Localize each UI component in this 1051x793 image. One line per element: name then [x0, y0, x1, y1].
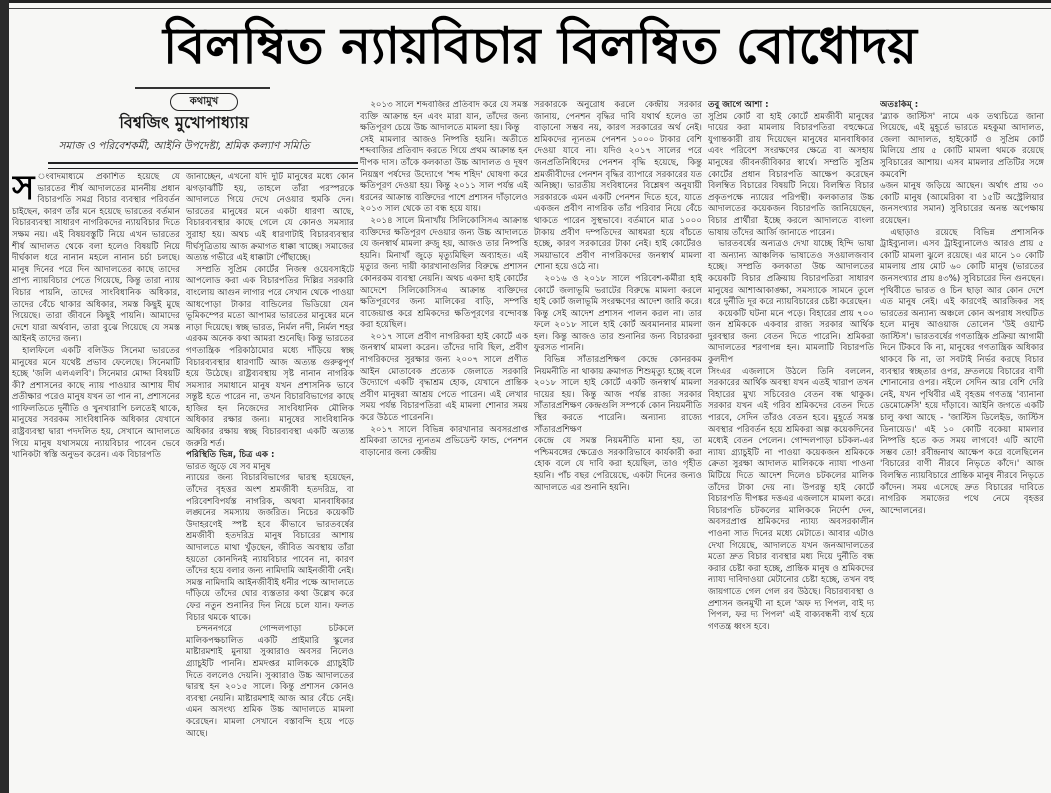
article-paragraph: ভারত জুড়ে যে সব মানুষ: [186, 461, 271, 472]
author-designation: সমাজ ও পরিবেশকর্মী, আইনি উপদেষ্টা, শ্রমিক কল্যাণ সমিতি: [58, 140, 310, 152]
article-column-2: [186, 172, 354, 791]
byline-double-rule: [48, 162, 358, 169]
article-paragraph: সরকারকে অনুরোধ করলে কেন্দ্রীয় সরকার জানায়, পেনশন বৃদ্ধির দাবি যথার্থ হলেও তা বাড়ানো সম্ভব নয়, কারণ সরকারের অর্থ নেই। শ্রমিকদের ন্যূনতম পেনশন ১০০০ টাকার বেশি দেওয়া যাবে না। যদিও ২০১৭ সালের পরে জনপ্রতিনিধিদের পেনশন বৃদ্ধি হয়েছে, কিন্তু শ্রমজীবীদের পেনশন বৃদ্ধির ব্যাপারে সরকারের যত অনিচ্ছা। ভারতীয় সংবিধানের বিশ্লেষণ অনুযায়ী সরকারকে এমন একটি পেনশন দিতে হবে, যাতে একজন প্রবীণ নাগরিক তাঁর পরিবার নিয়ে বেঁচে থাকতে পারেন সুস্থভাবে। বর্তমানে মাত্র ১০০০ টাকায় প্রবীণ দম্পতিদের আধমরা হয়ে বাঁচতে হচ্ছে, কারণ সরকারের টাকা নেই। হাই কোর্টেরও সময়াভাবে প্রবীণ নাগরিকদের জনস্বার্থ মামলা শোনা হয়ে ওঠে না।: [534, 100, 702, 273]
article-paragraph: বিভিন্ন সাঁতারপ্রশিক্ষণ কেন্দ্রে কোনরকম নিয়মনীতি না থাকায় ক্রমাগত শিশুমৃত্যু হচ্ছে বলে ২০১৮ সালে হাই কোর্টে একটি জনস্বার্থ মামলা দায়ের হয়। কিন্তু আজ পর্যন্ত রাজ্য সরকার সাঁতারপ্রশিক্ষণ কেন্দ্রগুলি সম্পর্কে কোন নিয়মনীতি স্থির করতে পারেনি। অন্যান্য রাজ্যে সাঁতারপ্রশিক্ষণ: [534, 355, 702, 435]
byline-top-rule: [135, 87, 270, 89]
section-subhead: পরিস্থিতি ভিন্ন, চিত্র এক :: [186, 450, 275, 461]
article-paragraph: জানাচ্ছেন, এখনো যদি দুটি মানুষের মধ্যে কোন ঝগড়াঝাঁটি হয়, তাহলে তাঁরা পরস্পরকে আদালতে গিয়ে দেখে নেওয়ার হুমকি দেন। ভারতের মানুষের মনে একটা ধারণা আছে, বিচারব্যবস্থার কাছে গেলে যে কোনও সমস্যার সুরাহা হয়। অথচ এই ধারণাটাই বিচারব্যবস্থার দীর্ঘসূত্রিতায় আজ ক্রমাগত ধাক্কা খাচ্ছে। সমাজের অত্যন্ত গভীরে এই ধাক্কাটা পৌঁছাচ্ছে।: [186, 172, 354, 264]
page-edge-bar: [0, 0, 9, 793]
article-paragraph: হালফিলে একটি বলিউড সিনেমা ভারতের মানুষের মনে যথেষ্ট প্রভাব ফেলেছে। সিনেমাটি হচ্ছে 'জলি এলএলবি'। সিনেমার মোদ্দা বিষয়টি কী? প্রশাসনের কাছে ন্যায় পাওয়ার আশায় দীর্ঘ প্রতীক্ষার পরেও মানুষ যখন তা পান না, প্রশাসনের গাফিলতিতে দুর্নীতি ও খুনখারাপি চলতেই থাকে, মানুষের সবরকম সাংবিধানিক অধিকার যেখানে রাষ্ট্রব্যবস্থা দ্বারা পদদলিত হয়, সেখানে আদালতে গিয়ে মানুষ যথাসময়ে ন্যায়বিচার পাবেন ভেবে খানিকটা স্বস্তি অনুভব করেন। এক বিচারপতি: [12, 345, 180, 461]
drop-cap: স: [12, 172, 35, 208]
article-column-3: [360, 100, 528, 791]
article-paragraph: 'ব্ল্যাক জাস্টিস' নামে এক তথ্যচিত্রে জানা গিয়েছে, এই মুহূর্তে ভারতে মহকুমা আদালত, জেলা আদালত, হাইকোর্ট ও সুপ্রিম কোর্ট মিলিয়ে প্রায় ৫ কোটি মামলা থমকে রয়েছে সুবিচারের আশায়। এসব মামলার প্রতিটির সঙ্গে কমবেশি: [880, 111, 1044, 180]
article-column-6: [880, 100, 1044, 791]
headline: বিলম্বিত ন্যায়বিচার বিলম্বিত বোধোদয়: [163, 16, 917, 75]
article-paragraph: ২০১৪ সালে মিনাখাঁয় সিলিকোসিসএ আক্রান্ত ব্যক্তিদের ক্ষতিপূরণ দেওয়ার জন্য উচ্চ আদালতে যে জনস্বার্থ মামলা রুজু হয়, আজও তার নিষ্পত্তি হয়নি। মিনাখাঁ জুড়ে মৃত্যুমিছিল অব্যাহত। এই মৃত্যুর জন্য দায়ী কারখানাগুলির বিরুদ্ধে প্রশাসন কোনরকম ব্যবস্থা নেয়নি। অথচ একদা হাই কোর্টের আদেশে সিলিকোসিসএ আক্রান্ত ব্যক্তিদের ক্ষতিপূরণের জন্য মালিকের বাড়ি, সম্পত্তি বাজেয়াপ্ত করে শ্রমিকদের ক্ষতিপূরণের বন্দোবস্ত করা হয়েছিল।: [360, 215, 528, 331]
article-paragraph: ৬জন মানুষ জড়িয়ে আছেন। অর্থাৎ প্রায় ৩০ কোটি মানুষ (আমেরিকা বা ১৫টি অস্ট্রেলিয়ার জনসংখ্যার সমান) সুবিচারের অনন্ত অপেক্ষায় রয়েছেন।: [880, 181, 1044, 226]
author-name: বিশ্বজিৎ মুখোপাধ্যায়: [119, 113, 249, 132]
article-paragraph: সুপ্রিম কোর্ট বা হাই কোর্টে শ্রমজীবী মানুষের দায়ের করা মামলায় বিচারপতিরা বহুক্ষেত্রে যুগান্তকারী রায় দিয়েছেন মানুষের মানবাধিকার এবং পরিবেশ সংরক্ষণের ক্ষেত্রে বা অসহায় মানুষের জীবনজীবিকার স্বার্থে। সম্প্রতি সুপ্রিম কোর্টের প্রধান বিচারপতি আক্ষেপ করেছেন বিলম্বিত বিচারের বিষয়টি নিয়ে। বিলম্বিত বিচার প্রকৃতপক্ষে ন্যায়ের পরিপন্থী। কলকাতার উচ্চ আদালতের কয়েকজন বিচারপতি জানিয়েছেন, বিচার প্রার্থীরা ইচ্ছে করলে আদালতে বাংলা ভাষায় তাঁদের আর্জি জানাতে পারেন।: [708, 111, 874, 238]
article-column-4: [534, 100, 702, 791]
article-column-5: [708, 100, 874, 791]
article-paragraph: সেই মামলার আজও নিষ্পত্তি হয়নি। অতীতে শব্দবাজির প্রতিবাদ করতে গিয়ে প্রথম আক্রান্ত হন দীপক দাস। তাঁকে কলকাতা উচ্চ আদালত ও দূষণ নিয়ন্ত্রণ পর্ষদের উদ্যোগে 'শব্দ শহিদ' ঘোষণা করে ক্ষতিপূরণ দেওয়া হয়। কিন্তু ২০১১ সাল পর্যন্ত এই ধরনের আক্রান্ত ব্যক্তিদের পাশে প্রশাসন দাঁড়ালেও ২০১৩ সাল থেকে তা বন্ধ হয়ে যায়।: [360, 134, 528, 215]
article-paragraph: এছাড়াও রয়েছে বিভিন্ন প্রশাসনিক ট্রাইব্যুনাল। এসব ট্রাইব্যুনালেও আরও প্রায় ৫ কোটি মামলা ঝুলে রয়েছে। এর মানে ১০ কোটি মামলায় প্রায় মোট ৬০ কোটি মানুষ (ভারতের জনসংখ্যার প্রায় ৪৩%) সুবিচারের দিন গুনছেন। পৃথিবীতে ভারত ও চিন ছাড়া আর কোন দেশে এত মানুষ নেই। এই কারণেই আরজিকর সহ ভারতের অন্যান্য অঞ্চলে কোন অপরাধ সংঘটিত হলে মানুষ আওয়াজ তোলেন 'উই ওয়ান্ট জাস্টিস'। ভারতবর্ষের গণতান্ত্রিক প্রক্রিয়া আগামী দিনে টিকবে কি না, মানুষের গণতান্ত্রিক অধিকার থাকবে কি না, তা সবটাই নির্ভর করছে বিচার ব্যবস্থার স্বচ্ছতার ওপর, দ্রুতলয়ে বিচারের বাণী শোনানোর ওপর। নইলে সেদিন আর বেশি দেরি নেই, যখন পৃথিবীর এই বৃহত্তম গণতন্ত্র 'ব্যানানা ডেমোক্রেসি' হয়ে দাঁড়াবে। আইনি জগতে একটি চালু কথা আছে - 'জাস্টিস ডিলেইড, জাস্টিস ডিনায়েড।' এই ১০ কোটি বকেয়া মামলার নিষ্পত্তি হতে কত সময় লাগবে! এটি আদৌ সম্ভব তো! রবীন্দ্রনাথ আক্ষেপ করে বলেছিলেন 'বিচারের বাণী নীরবে নিভৃতে কাঁদে।' আজ বিলম্বিত ন্যায়বিচারে প্রান্তিক মানুষ নীরবে নিভৃতে কাঁদেন। সময় এসেছে দ্রুত বিচারের দাবিতে নাগরিক সমাজের পথে নেমে বৃহত্তর আন্দোলনের।: [880, 227, 1044, 516]
article-paragraph: ন্যায়ের জন্য বিচারবিভাগের দ্বারস্থ হয়েছেন, তাঁদের বৃহত্তর অংশ শ্রমজীবী হতদরিদ্র, বা পরিবেশবিপর্যস্ত নাগরিক, অথবা মানবাধিকার লঙ্ঘনের সমস্যায় জর্জরিত। নিচের কয়েকটি উদাহরণেই স্পষ্ট হবে কীভাবে ভারতবর্ষের শ্রমজীবী হতদরিদ্র মানুষ বিচারের আশায় আদালতে মাথা খুঁড়ছেন, জীবিত অবস্থায় তাঁরা হয়তো কোনদিনই ন্যায়বিচার পাবেন না, কারণ তাঁদের হয়ে বলার জন্য নামিদামি আইনজীবী নেই। সমস্ত নামিদামি আইনজীবীই ধনীর পক্ষে আদালতে দাঁড়িয়ে তাঁদের ঘোর ব্যস্ততার কথা উল্লেখ করে ফের নতুন শুনানির দিন নিয়ে চলে যান। ফলত বিচার থমকে থাকে।: [186, 473, 354, 623]
article-paragraph: ২০১৬ ও ২০১৮ সালে পরিবেশ-কর্মীরা হাই কোর্টে জলাভূমি ভরাটের বিরুদ্ধে মামলা করলে হাই কোর্ট জলাভূমি সংরক্ষণের আদেশ জারি করে। কিন্তু সেই আদেশ প্রশাসন পালন করল না। তার ফলে ২০১৮ সালে হাই কোর্ট অবমাননার মামলা হল। কিন্তু আজও তার শুনানির জন্য বিচারকরা ফুরসত পাননি।: [534, 273, 702, 354]
section-subhead: তবু জাগে আশা :: [708, 100, 769, 110]
article-paragraph: ভারতবর্ষের অন্যত্রও দেখা যাচ্ছে হিন্দি ভাষা বা অন্যান্য আঞ্চলিক ভাষাতেও সওয়ালজবাব হচ্ছে। সম্প্রতি কলকাতা উচ্চ আদালতের কয়েকটি বিচার প্রক্রিয়ায় বিচারপতিরা সাধারণ মানুষের আশাআকাঙ্ক্ষা, সমস্যাকে সামনে তুলে ধরে দুর্নীতি দূর করে ন্যায়বিচারের চেষ্টা করেছেন।: [708, 239, 874, 308]
article-paragraph: সিংএর এজলাসে উঠলে তিনি বললেন, সরকারের আর্থিক অবস্থা যখন এতই খারাপ তখন বিহারের মুখ্য সচিবেরও বেতন বন্ধ থাকুক। সরকার যখন এই গরিব শ্রমিকদের বেতন দিতে পারবে, সেদিন তাঁরও বেতন হবে। মুহূর্তে সমস্ত অবস্থার পরিবর্তন হয়ে শ্রমিকরা অল্প কয়েকদিনের মধ্যেই বেতন পেলেন। গোন্দলপাড়া চটকল-এর ন্যায্য গ্র্যাচুইটি না পাওয়া কয়েকজন শ্রমিককে ক্রেতা সুরক্ষা আদালত মালিককে ন্যায্য পাওনা মিটিয়ে দিতে আদেশ দিলেও চটকলের মালিক তাঁদের টাকা দেয় না। উপরন্তু হাই কোর্টে বিচারপতি দীপঙ্কর দত্তএর এজলাসে মামলা করে। বিচারপতি চটকলের মালিককে নির্দেশ দেন, অবসরপ্রাপ্ত শ্রমিকদের ন্যায্য অবসরকালীন পাওনা সাত দিনের মধ্যে মেটাতে। আবার এটাও দেখা গিয়েছে, আদালতে যখন জনআদালতের মতো দ্রুত বিচার ব্যবস্থার মধ্য দিয়ে দুর্নীতি বন্ধ করার চেষ্টা করা হচ্ছে, প্রান্তিক মানুষ ও শ্রমিকদের ন্যায্য দাবিদাওয়া মেটানোর চেষ্টা হচ্ছে, তখন বহু জায়গাতে গেল গেল রব উঠছে। বিচারব্যবস্থা ও প্রশাসন জনমুখী না হলে 'অফ দ্য পিপল, বাই দ্য পিপল, ফর দ্য পিপল' এই বাক্যবন্ধনী ব্যর্থ হয়ে গণতন্ত্র ধ্বংস হবে।: [708, 366, 874, 632]
article-paragraph: ২০১৭ সালে বিভিন্ন কারখানার অবসরপ্রাপ্ত শ্রমিকরা তাদের ন্যূনতম প্রভিডেন্ট ফান্ড, পেনশন বাড়ানোর জন্য কেন্দ্রীয়: [360, 424, 528, 458]
section-subhead: অতঃকিম্ :: [880, 100, 919, 110]
article-paragraph: কয়েকটি ঘটনা মনে পড়ে। বিহারের প্রায় ৭০০ জন শ্রমিককে একবার রাজ্য সরকার আর্থিক দুরবস্থার জন্য বেতন দিতে পারেনি। শ্রমিকরা আদালতের শরণাপন্ন হন। মামলাটি বিচারপতি কুলদীপ: [708, 308, 874, 366]
article-column-1: [12, 172, 180, 791]
article-paragraph: কেন্দ্রে যে সমস্ত নিয়মনীতি মানা হয়, তা পশ্চিমবঙ্গের ক্ষেত্রেও সরকারিভাবে কার্যকারী করা হোক বলে যে দাবি করা হয়েছিল, তাও গৃহীত হয়নি। পাঁচ বছর পেরিয়েছে, একটা দিনের জন্যও আদালতে এর শুনানি হয়নি।: [534, 436, 702, 493]
top-rule: [9, 0, 1051, 9]
paragraph-text: ংবাদমাধ্যমে প্রকাশিত হয়েছে যে ভারতের শীর্ষ আদালতের মাননীয় প্রধান বিচারপতি সমগ্র বিচার ব্যবস্থার পরিবর্তন চাইছেন, কারণ তাঁর মনে হয়েছে ভারতের বর্তমান বিচারব্যবস্থা সাধারণ নাগরিকদের ন্যায়বিচার দিতে সক্ষম নয়। এই বিষয়বস্তুটি নিয়ে এখন ভারতের শীর্ষ আদালত থেকে বলা হলেও বিষয়টি নিয়ে দীর্ঘকাল ধরে নানান মহলে নানান চর্চা চলছে। মানুষ দিনের পরে দিন আদালতের কাছে তাদের প্রাপ্য ন্যায়বিচার পেতে গিয়েছে, কিন্তু তারা ন্যায় বিচার পায়নি, তাদের সাংবিধানিক অধিকার, তাদের বেঁচে থাকার অধিকার, সমস্ত কিছুই মুছে গিয়েছে। তারা জীবনে কিছুই পায়নি। আমাদের দেশে যারা অর্থবান, তারা বুঝে গিয়েছে যে সমস্ত আইনই তাদের জন্য।: [12, 172, 180, 345]
kicker-label: কথামুখ: [170, 93, 238, 111]
article-paragraph: ২০১৭ সালে প্রবীণ নাগরিকরা হাই কোর্টে এক জনস্বার্থ মামলা করেন। তাঁদের দাবি ছিল, প্রবীণ নাগরিকদের সুরক্ষার জন্য ২০০৭ সালে প্রণীত আইন মোতাবেক প্রত্যেক জেলাতে সরকারি উদ্যোগে একটি বৃদ্ধাশ্রম হোক, যেখানে প্রান্তিক প্রবীণ মানুষরা আশ্রয় পেতে পারেন। এই লেখার সময় পর্যন্ত বিচারপতিরা এই মামলা শোনার সময় করে উঠতে পারেননি।: [360, 331, 528, 424]
article-paragraph: ২০১৩ সালে শব্দবাজির প্রতিবাদ করে যে সমস্ত ব্যক্তি আক্রান্ত হন এবং মারা যান, তাঁদের জন্য ক্ষতিপূরণ চেয়ে উচ্চ আদালতে মামলা হয়। কিন্তু: [360, 100, 528, 134]
article-paragraph: সম্প্রতি সুপ্রিম কোর্টের নিজস্ব ওয়েবসাইটে আপলোড করা এক বিচারপতির দিল্লির সরকারি বাংলোয় আগুন লাগার পরে সেখান থেকে পাওয়া আধপোড়া টাকার বান্ডিলের ভিডিয়ো যেন ভূমিকম্পের মতো আপামর ভারতের মানুষের মনে নাড়া দিয়েছে। স্বচ্ছ ভারত, নির্মল নদী, নির্মল শহর এরকম অনেক কথা আমরা শুনেছি। কিন্তু ভারতের গণতান্ত্রিক পরিকাঠামোর মধ্যে দাঁড়িয়ে স্বচ্ছ বিচারব্যবস্থার ধারণাটি আজ অত্যন্ত গুরুত্বপূর্ণ হয়ে উঠেছে। রাষ্ট্রব্যবস্থায় সৃষ্ট নানান নাগরিক সমস্যার সমাধানে মানুষ যখন প্রশাসনিক ভাবে সন্তুষ্ট হতে পারেন না, তখন বিচারবিভাগের কাছে হাজির হন নিজেদের সাংবিধানিক মৌলিক অধিকার রক্ষার জন্য। মানুষের সাংবিধানিক অধিকার রক্ষায় স্বচ্ছ বিচারব্যবস্থা একটি অত্যন্ত জরুরি শর্ত।: [186, 264, 354, 449]
article-paragraph: চন্দননগরে গোন্দলপাড়া চটকলে মালিকপক্ষচালিত একটি প্রাইমারি স্কুলের মাষ্টারমশাই মুনায়া সুব্বারাও অবসর নিলেও গ্র্যাচুইটি পাননি। শ্রমদপ্তর মালিককে গ্র্যাচুইটি দিতে বললেও দেয়নি। সুব্বারাও উচ্চ আদালতের দ্বারস্থ হন ২০১৫ সালে। কিন্তু প্রশাসন কোনও ব্যবস্থা নেয়নি। মাষ্টারমশাই আজ আর বেঁচে নেই। এমন অসংখ্য শ্রমিক উচ্চ আদালতে মামলা করেছেন। মামলা সেখানে বস্তাবন্দি হয়ে পড়ে আছে।: [186, 624, 354, 739]
article-paragraph: [12, 172, 180, 346]
